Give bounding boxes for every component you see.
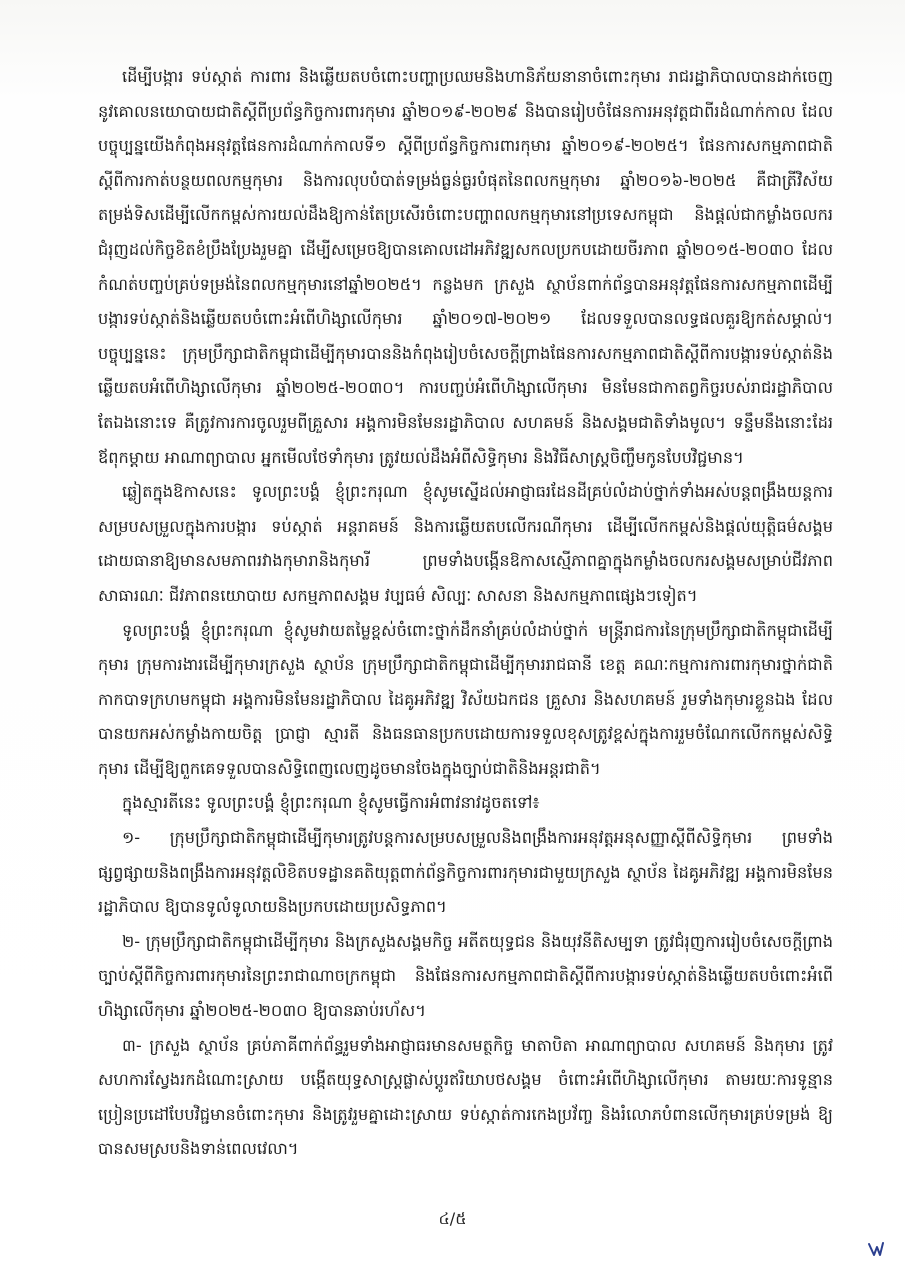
list-item-3: ៣- ក្រសួង ស្ថាប័ន គ្រប់ភាគីពាក់ព័ន្ធរួមទាំងអាជ្ញាធរមានសមត្ថកិច្ច មាតាបិតា អាណាព្យាបាល សហគមន៍ និងកុមារ ត្រូវសហការស្វែងរកដំណោះស្រាយ បង្កើតយុទ្ធសាស្ត្រផ្លាស់ប្តូរឥរិយាបថសង្គម ចំពោះអំពើហិង្សាលើកុមារ តាមរយៈការទូន្មានប្រៀនប្រដៅបែបវិជ្ជមានចំពោះកុមារ និងត្រូវរួមគ្នាដោះស្រាយ ទប់ស្កាត់ការកេងប្រវ័ញ្ច និងរំលោភបំពានលើកុមារគ្រប់ទម្រង់ ឱ្យបានសមស្របនិងទាន់ពេលវេលា។ — [98, 1035, 833, 1159]
paragraph-appeal-authorities: ឆ្លៀតក្នុងឱកាសនេះ ទូលព្រះបង្គំ ខ្ញុំព្រះករុណា ខ្ញុំសូមស្នើដល់អាជ្ញាធរដែនដីគ្រប់លំដាប់ថ្នាក់ទាំងអស់បន្តពង្រឹងយន្តការសម្របសម្រួលក្នុងការបង្ការ ទប់ស្កាត់ អន្តរាគមន៍ និងការឆ្លើយតបលើករណីកុមារ ដើម្បីលើកកម្ពស់និងផ្តល់យុត្តិធម៌សង្គម ដោយធានាឱ្យមានសមភាពរវាងកុមារានិងកុមារី ព្រមទាំងបង្កើនឱកាសស្មើភាពគ្នាក្នុងកម្លាំងចលករសង្គមសម្រាប់ជីវភាពសាធារណៈ ជីវភាពនយោបាយ សកម្មភាពសង្គម វប្បធម៌ សិល្បៈ សាសនា និងសកម្មភាពផ្សេងៗទៀត។ — [98, 482, 833, 605]
paragraph-call-intro: ក្នុងស្មារតីនេះ ទូលព្រះបង្គំ ខ្ញុំព្រះករុណា ខ្ញុំសូមធ្វើការអំពាវនាវដូចតទៅ៖ — [122, 793, 540, 813]
signature-mark-icon — [867, 1240, 885, 1258]
paragraph-appreciation: ទូលព្រះបង្គំ ខ្ញុំព្រះករុណា ខ្ញុំសូមវាយតម្លៃខ្ពស់ចំពោះថ្នាក់ដឹកនាំគ្រប់លំដាប់ថ្នាក់ មន្ត្រីរាជការនៃក្រុមប្រឹក្សាជាតិកម្ពុជាដើម្បីកុមារ ក្រុមការងារដើម្បីកុមារក្រសួង ស្ថាប័ន ក្រុមប្រឹក្សាជាតិកម្ពុជាដើម្បីកុមាររាជធានី ខេត្ត គណៈកម្មការការពារកុមារថ្នាក់ជាតិ កាកបាទក្រហមកម្ពុជា អង្គការមិនមែនរដ្ឋាភិបាល ដៃគូអភិវឌ្ឍ វិស័យឯកជន គ្រួសារ និងសហគមន៍ រួមទាំងកុមារខ្លួនឯង ដែលបានយកអស់កម្លាំងកាយចិត្ត ប្រាជ្ញា ស្មារតី និងធនធានប្រកបដោយការទទួលខុសត្រូវខ្ពស់ក្នុងការរួមចំណែកលើកកម្ពស់សិទ្ធិកុមារ ដើម្បីឱ្យពួកគេទទួលបានសិទ្ធិពេញលេញដូចមានចែងក្នុងច្បាប់ជាតិនិងអន្តរជាតិ។ — [98, 620, 833, 778]
list-item-2: ២- ក្រុមប្រឹក្សាជាតិកម្ពុជាដើម្បីកុមារ និងក្រសួងសង្គមកិច្ច អតីតយុទ្ធជន និងយុវនីតិសម្បទា ត្រូវជំរុញការរៀបចំសេចក្តីព្រាងច្បាប់ស្តីពីកិច្ចការពារកុមារនៃព្រះរាជាណាចក្រកម្ពុជា និងផែនការសកម្មភាពជាតិស្តីពីការបង្ការទប់ស្កាត់និងឆ្លើយតបចំពោះអំពើហិង្សាលើកុមារ ឆ្នាំ២០២៥-២០៣០ ឱ្យបានឆាប់រហ័ស។ — [98, 931, 833, 1021]
page-number: ៤/៥ — [438, 1209, 467, 1228]
document-body — [98, 60, 833, 1210]
paragraph-intro: ដើម្បីបង្ការ ទប់ស្កាត់ ការពារ និងឆ្លើយតបចំពោះបញ្ហាប្រឈមនិងហានិភ័យនានាចំពោះកុមារ រាជរដ្ឋាភិបាលបានដាក់ចេញនូវគោលនយោបាយជាតិស្តីពីប្រព័ន្ធកិច្ចការពារកុមារ ឆ្នាំ២០១៩-២០២៩ និងបានរៀបចំផែនការអនុវត្តជាពីរដំណាក់កាល ដែលបច្ចុប្បន្នយើងកំពុងអនុវត្តផែនការដំណាក់កាលទី១ ស្តីពីប្រព័ន្ធកិច្ចការពារកុមារ ឆ្នាំ២០១៩-២០២៥។ ផែនការសកម្មភាពជាតិស្តីពីការកាត់បន្ថយពលកម្មកុមារ និងការលុបបំបាត់ទម្រង់ធ្ងន់ធ្ងរបំផុតនៃពលកម្មកុមារ ឆ្នាំ២០១៦-២០២៥ គឺជាត្រីវិស័យតម្រង់ទិសដើម្បីលើកកម្ពស់ការយល់ដឹងឱ្យកាន់តែប្រសើរចំពោះបញ្ហាពលកម្មកុមារនៅប្រទេសកម្ពុជា និងផ្តល់ជាកម្លាំងចលករជំរុញដល់កិច្ចខិតខំប្រឹងប្រែងរួមគ្នា ដើម្បីសម្រេចឱ្យបានគោលដៅអភិវឌ្ឍសកលប្រកបដោយចីរភាព ឆ្នាំ២០១៥-២០៣០ ដែលកំណត់បញ្ចប់គ្រប់ទម្រង់នៃពលកម្មកុមារនៅឆ្នាំ២០២៥។ កន្លងមក ក្រសួង ស្ថាប័នពាក់ព័ន្ធបានអនុវត្តផែនការសកម្មភាពដើម្បីបង្ការទប់ស្កាត់និងឆ្លើយតបចំពោះអំពើហិង្សាលើកុមារ ឆ្នាំ២០១៧-២០២១ ដែលទទួលបានលទ្ធផលគួរឱ្យកត់សម្គាល់។ បច្ចុប្បន្ននេះ ក្រុមប្រឹក្សាជាតិកម្ពុជាដើម្បីកុមារបាននិងកំពុងរៀបចំសេចក្តីព្រាងផែនការសកម្មភាពជាតិស្តីពីការបង្ការទប់ស្កាត់និងឆ្លើយតបអំពើហិង្សាលើកុមារ ឆ្នាំ២០២៥-២០៣០។ ការបញ្ចប់អំពើហិង្សាលើកុមារ មិនមែនជាកាតព្វកិច្ចរបស់រាជរដ្ឋាភិបាលតែឯងនោះទេ គឺត្រូវការការចូលរួមពីគ្រួសារ អង្គការមិនមែនរដ្ឋាភិបាល សហគមន៍ និងសង្គមជាតិទាំងមូល។ ទន្ទឹមនឹងនោះដែរ ឪពុកម្តាយ អាណាព្យាបាល អ្នកមើលថែទាំកុមារ ត្រូវយល់ដឹងអំពីសិទ្ធិកុមារ និងវិធីសាស្ត្រចិញ្ចឹមកូនបែបវិជ្ជមាន។ — [98, 67, 833, 467]
list-item-1: ១- ក្រុមប្រឹក្សាជាតិកម្ពុជាដើម្បីកុមារត្រូវបន្តការសម្របសម្រួលនិងពង្រឹងការអនុវត្តអនុសញ្ញាស្តីពីសិទ្ធិកុមារ ព្រមទាំងផ្សព្វផ្សាយនិងពង្រឹងការអនុវត្តលិខិតបទដ្ឋានគតិយុត្តពាក់ព័ន្ធកិច្ចការពារកុមារជាមួយក្រសួង ស្ថាប័ន ដៃគូអភិវឌ្ឍ អង្គការមិនមែនរដ្ឋាភិបាល ឱ្យបានទូលំទូលាយនិងប្រកបដោយប្រសិទ្ធភាព។ — [98, 828, 833, 917]
